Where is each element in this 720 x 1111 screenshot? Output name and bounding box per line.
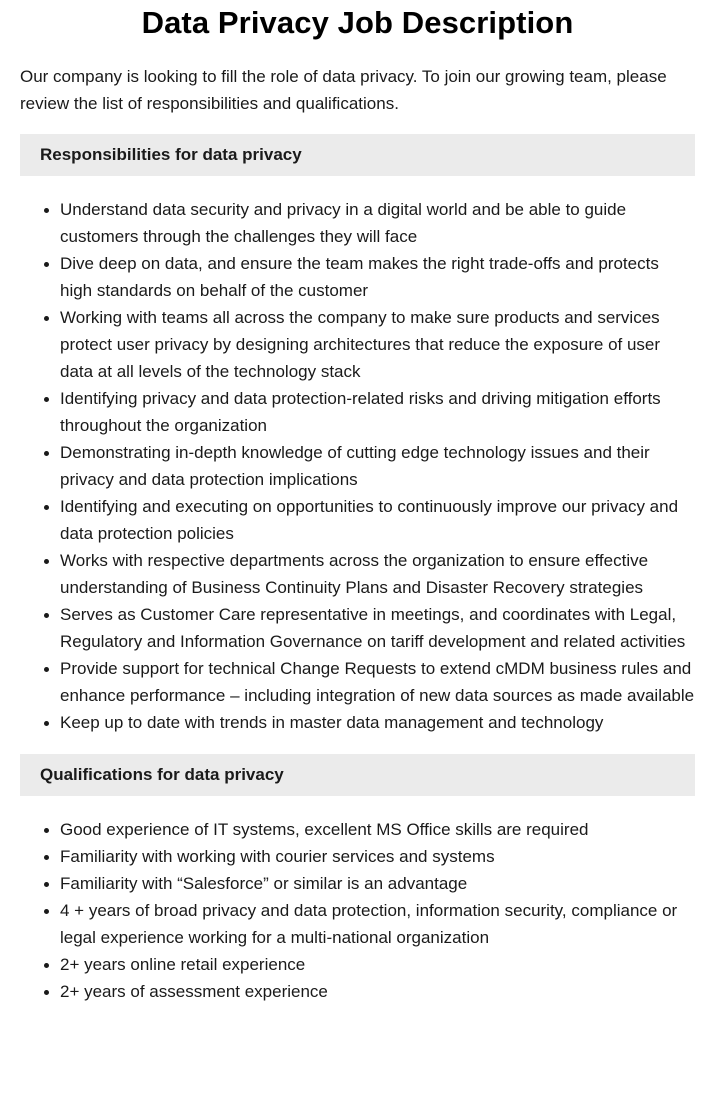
list-item: Works with respective departments across the organization to ensure effective understanding of Business Continuity Plans and Disaster Recovery strategies (60, 547, 695, 601)
intro-paragraph: Our company is looking to fill the role of data privacy. To join our growing team, please review the list of responsibilities and qualifications. (20, 67, 667, 113)
list-item: 2+ years of assessment experience (60, 978, 695, 1005)
qualifications-section (20, 754, 695, 1005)
responsibilities-list (20, 196, 695, 736)
list-item: Demonstrating in-depth knowledge of cutting edge technology issues and their privacy and data protection implications (60, 439, 695, 493)
list-item: Good experience of IT systems, excellent MS Office skills are required (60, 816, 695, 843)
page-title: Data Privacy Job Description (141, 5, 574, 40)
responsibilities-section (20, 134, 695, 736)
list-item: 4 + years of broad privacy and data protection, information security, compliance or legal experience working for a multi-national organization (60, 897, 695, 951)
list-item: Dive deep on data, and ensure the team makes the right trade-offs and protects high standards on behalf of the customer (60, 250, 695, 304)
list-item: Identifying and executing on opportunities to continuously improve our privacy and data protection policies (60, 493, 695, 547)
list-item: Working with teams all across the company to make sure products and services protect user privacy by designing architectures that reduce the exposure of user data at all levels of the technology stack (60, 304, 695, 385)
list-item: Understand data security and privacy in a digital world and be able to guide customers through the challenges they will face (60, 196, 695, 250)
list-item: Familiarity with working with courier services and systems (60, 843, 695, 870)
list-item: 2+ years online retail experience (60, 951, 695, 978)
qualifications-heading: Qualifications for data privacy (20, 754, 695, 796)
qualifications-list (20, 816, 695, 1005)
list-item: Provide support for technical Change Requests to extend cMDM business rules and enhance performance – including integration of new data sources as made available (60, 655, 695, 709)
list-item: Keep up to date with trends in master data management and technology (60, 709, 695, 736)
list-item: Serves as Customer Care representative in meetings, and coordinates with Legal, Regulatory and Information Governance on tariff development and related activities (60, 601, 695, 655)
responsibilities-heading: Responsibilities for data privacy (20, 134, 695, 176)
list-item: Familiarity with “Salesforce” or similar is an advantage (60, 870, 695, 897)
list-item: Identifying privacy and data protection-related risks and driving mitigation efforts throughout the organization (60, 385, 695, 439)
